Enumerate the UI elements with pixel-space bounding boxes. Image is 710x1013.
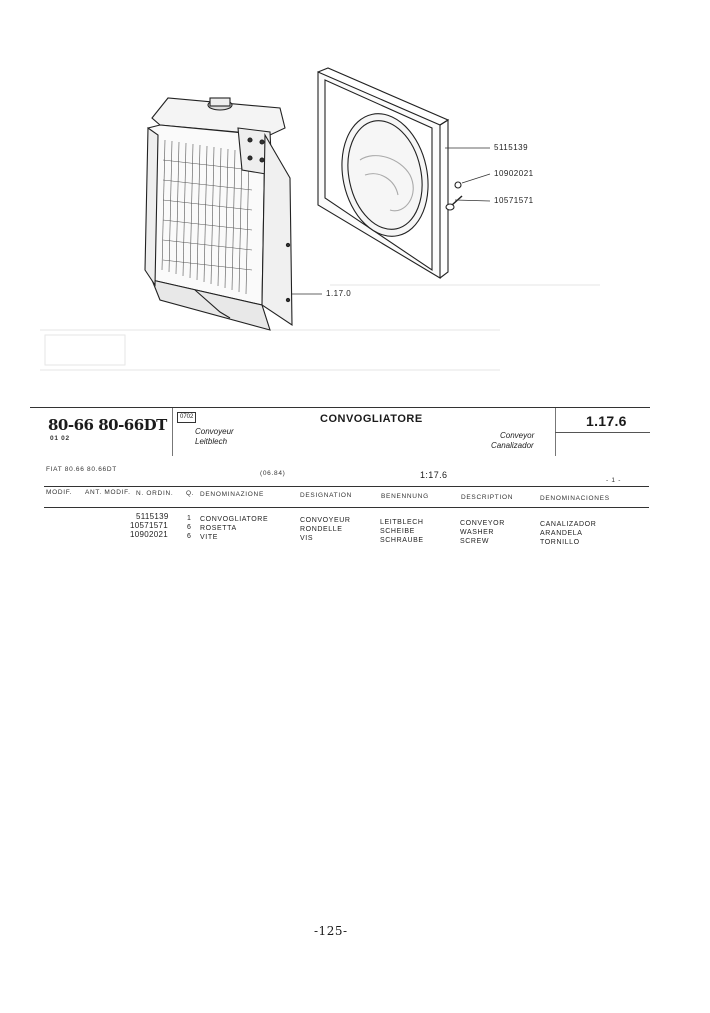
row-part-number: 5115139 — [136, 512, 169, 521]
col-n-ordin: N. ORDIN. — [136, 490, 174, 497]
model-title: 80-66 80-66DT — [48, 416, 167, 434]
bleed-through-marks — [40, 285, 600, 370]
col-denominazione: DENOMINAZIONE — [200, 491, 264, 498]
radiator-illustration — [145, 98, 292, 330]
conveyor-shroud-illustration — [318, 68, 462, 278]
row-quantity: 1 — [187, 515, 192, 522]
callout-10902021: 10902021 — [494, 169, 534, 178]
title-spanish: Canalizador — [491, 441, 534, 450]
row-benennung: LEITBLECH — [380, 519, 424, 526]
page-index: - 1 - — [606, 477, 622, 484]
col-ant-modif: ANT. MODIF. — [85, 489, 131, 496]
row-part-number: 10571571 — [130, 521, 168, 530]
callout-radiator-ref: 1.17.0 — [326, 289, 352, 298]
row-denominaciones: CANALIZADOR — [540, 521, 597, 528]
title-english: Conveyor — [500, 431, 535, 440]
row-denominaciones: ARANDELA — [540, 530, 583, 537]
header-top-rule — [30, 407, 650, 408]
callout-5115139: 5115139 — [494, 143, 529, 152]
col-benennung: BENENNUNG — [381, 493, 429, 500]
callout-10571571: 10571571 — [494, 196, 534, 205]
row-benennung: SCHRAUBE — [380, 537, 424, 544]
row-part-number: 10902021 — [130, 530, 168, 539]
row-quantity: 6 — [187, 533, 192, 540]
col-description: DESCRIPTION — [461, 494, 514, 501]
group-number: 1.17.6 — [586, 413, 627, 429]
column-header-top-rule — [44, 486, 649, 487]
title-french: Convoyeur — [195, 427, 234, 436]
col-denominaciones: DENOMINACIONES — [540, 495, 610, 502]
row-description: WASHER — [460, 529, 495, 536]
row-denominazione: VITE — [200, 534, 218, 541]
page-number: -125- — [314, 924, 348, 938]
column-header-bottom-rule — [44, 507, 649, 508]
row-designation: RONDELLE — [300, 526, 343, 533]
model-subcode: 01 02 — [50, 435, 70, 442]
group-code-box: 0702 — [177, 412, 196, 423]
row-quantity: 6 — [187, 524, 192, 531]
table-reference: 1:17.6 — [420, 470, 448, 480]
row-designation: VIS — [300, 535, 314, 542]
row-denominaciones: TORNILLO — [540, 539, 580, 546]
date-code: (06.84) — [260, 470, 286, 477]
header-divider-left — [172, 408, 173, 456]
section-title: CONVOGLIATORE — [320, 413, 423, 425]
col-quantity: Q. — [186, 490, 195, 497]
row-description: SCREW — [460, 538, 490, 545]
exploded-parts-diagram — [0, 0, 710, 400]
row-denominazione: ROSETTA — [200, 525, 237, 532]
group-number-underline — [555, 432, 650, 433]
col-modif: MODIF. — [46, 489, 73, 496]
col-designation: DESIGNATION — [300, 492, 353, 499]
row-designation: CONVOYEUR — [300, 517, 351, 524]
row-description: CONVEYOR — [460, 520, 505, 527]
applicability-line: FIAT 80.66 80.66DT — [46, 466, 117, 473]
row-denominazione: CONVOGLIATORE — [200, 516, 269, 523]
row-benennung: SCHEIBE — [380, 528, 415, 535]
title-german: Leitblech — [195, 437, 228, 446]
